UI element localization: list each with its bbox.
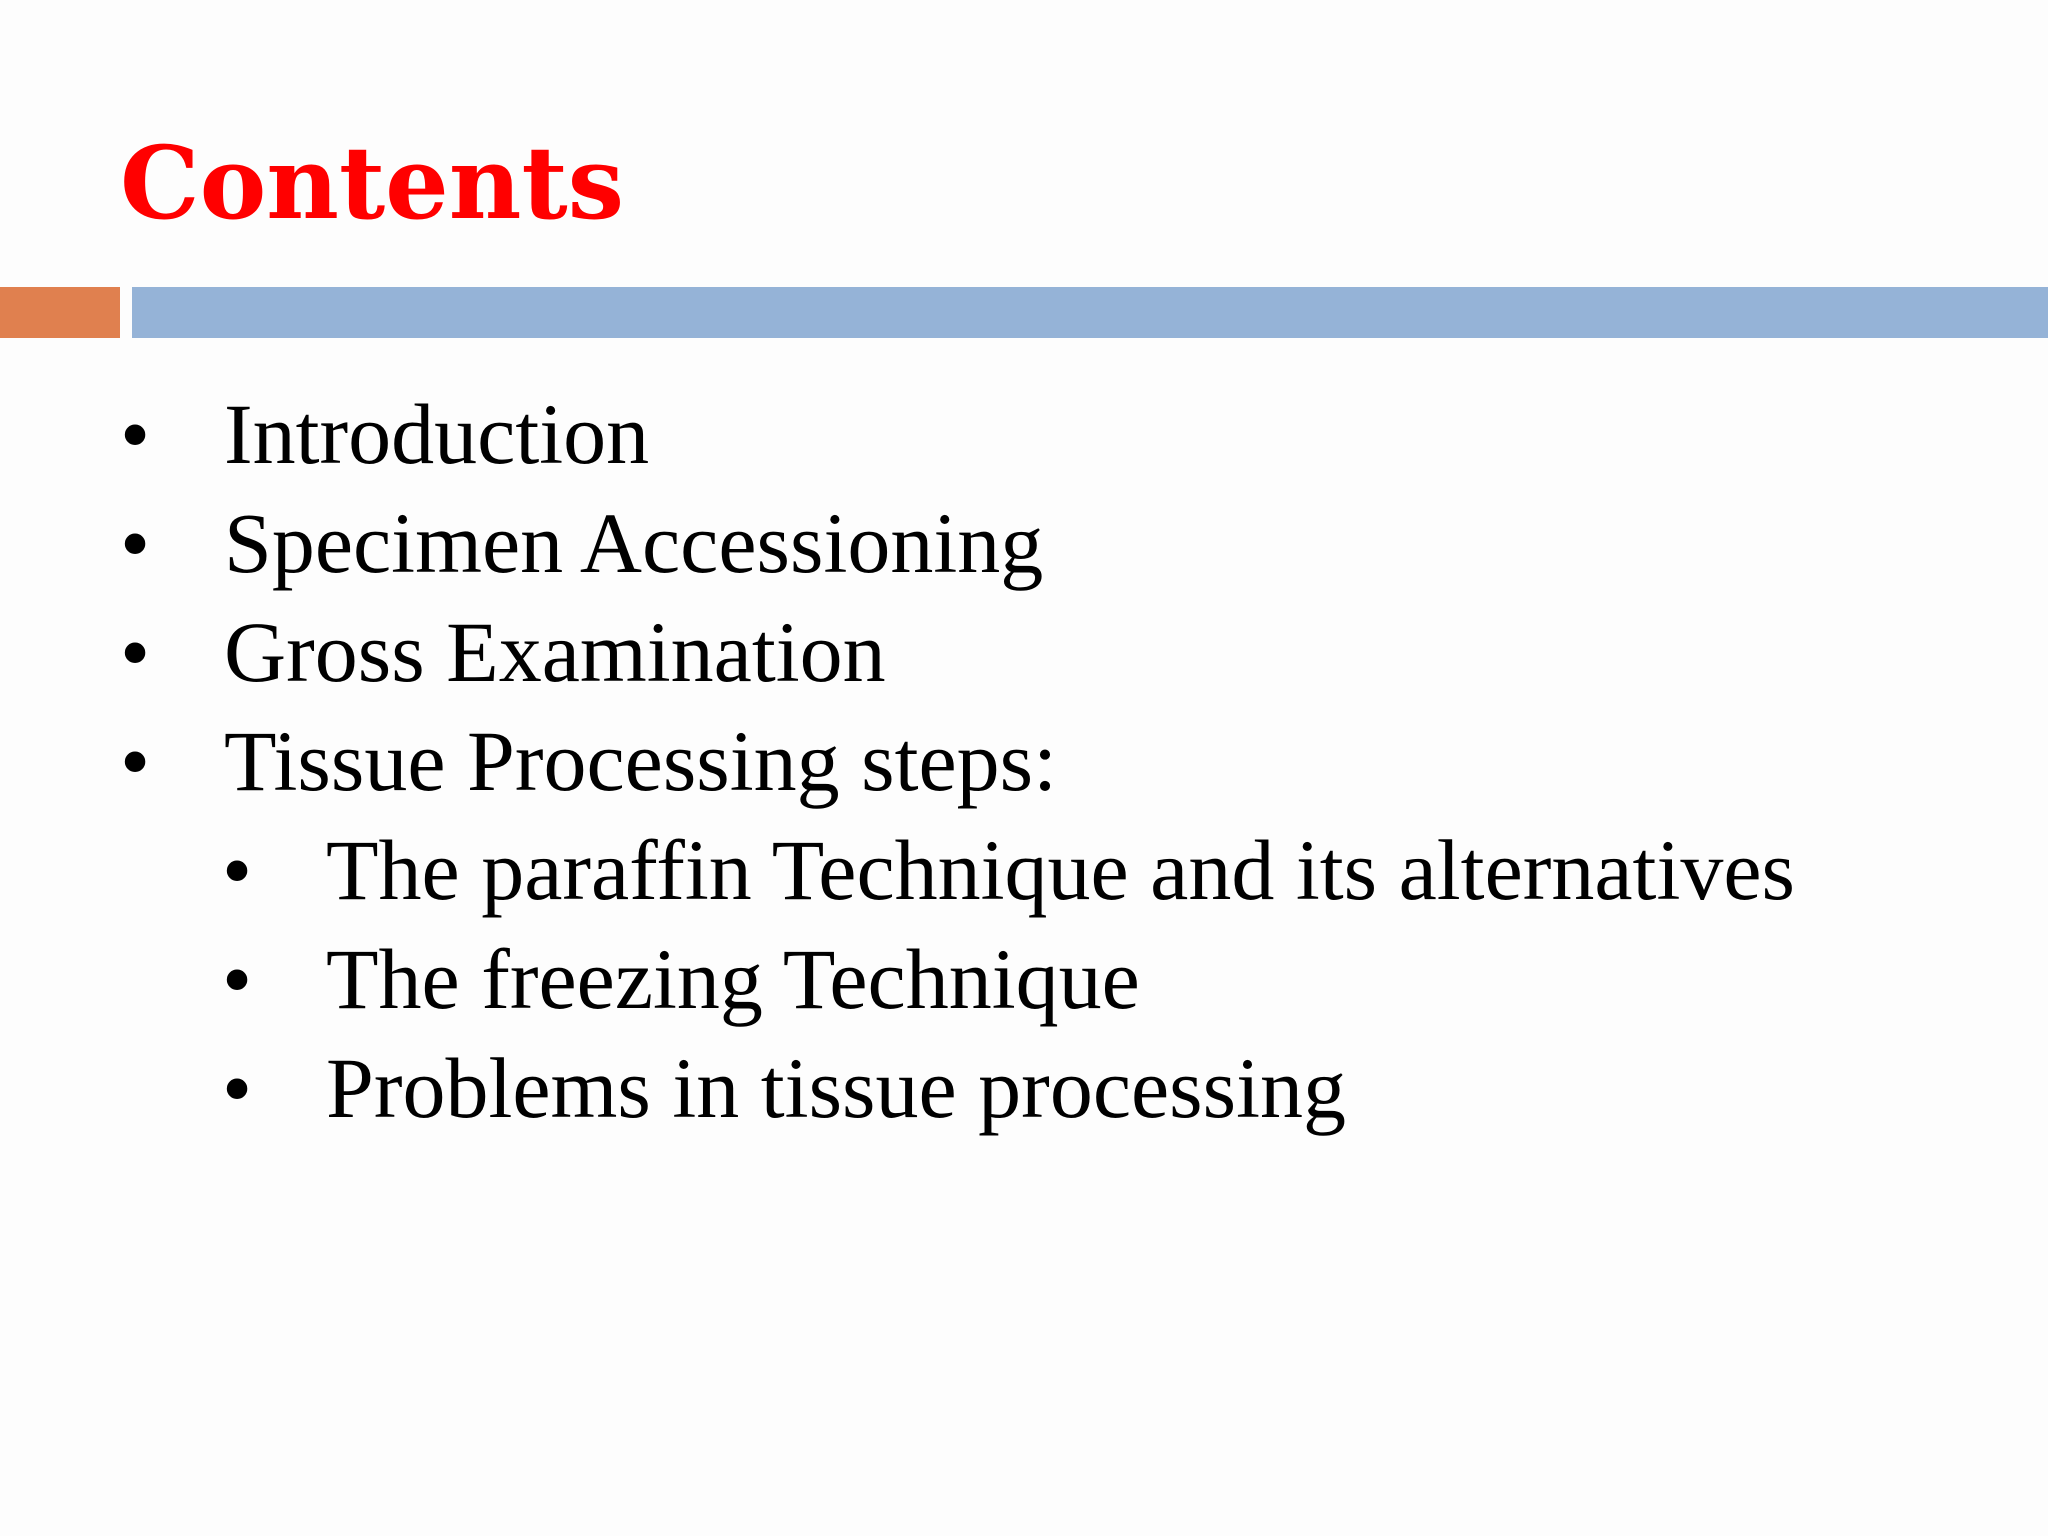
- slide-title: Contents: [120, 124, 625, 242]
- bullet-icon: •: [120, 713, 151, 809]
- list-item-text: Gross Examination: [224, 604, 886, 700]
- list-item-text: Introduction: [224, 386, 650, 482]
- sub-list-item-text: The paraffin Technique and its alternatives: [326, 822, 1795, 918]
- list-item: [0, 380, 2048, 489]
- list-item: [0, 598, 2048, 707]
- bullet-icon: •: [120, 386, 151, 482]
- list-item: [0, 489, 2048, 598]
- sub-list-item-text: The freezing Technique: [326, 931, 1140, 1027]
- list-item: [0, 707, 2048, 816]
- bullet-icon: •: [120, 495, 151, 591]
- list-item-text: Specimen Accessioning: [224, 495, 1044, 591]
- contents-list: [0, 380, 2048, 1143]
- bullet-icon: •: [120, 604, 151, 700]
- title-accent-bar: [0, 287, 120, 338]
- sub-list-item: [0, 816, 2048, 925]
- sub-list-item: [0, 925, 2048, 1034]
- title-divider-bar: [132, 287, 2048, 338]
- bullet-icon: •: [222, 931, 253, 1027]
- sub-list-item-text: Problems in tissue processing: [326, 1040, 1346, 1136]
- sub-list-item: [0, 1034, 2048, 1143]
- bullet-icon: •: [222, 822, 253, 918]
- list-item-text: Tissue Processing steps:: [224, 713, 1058, 809]
- bullet-icon: •: [222, 1040, 253, 1136]
